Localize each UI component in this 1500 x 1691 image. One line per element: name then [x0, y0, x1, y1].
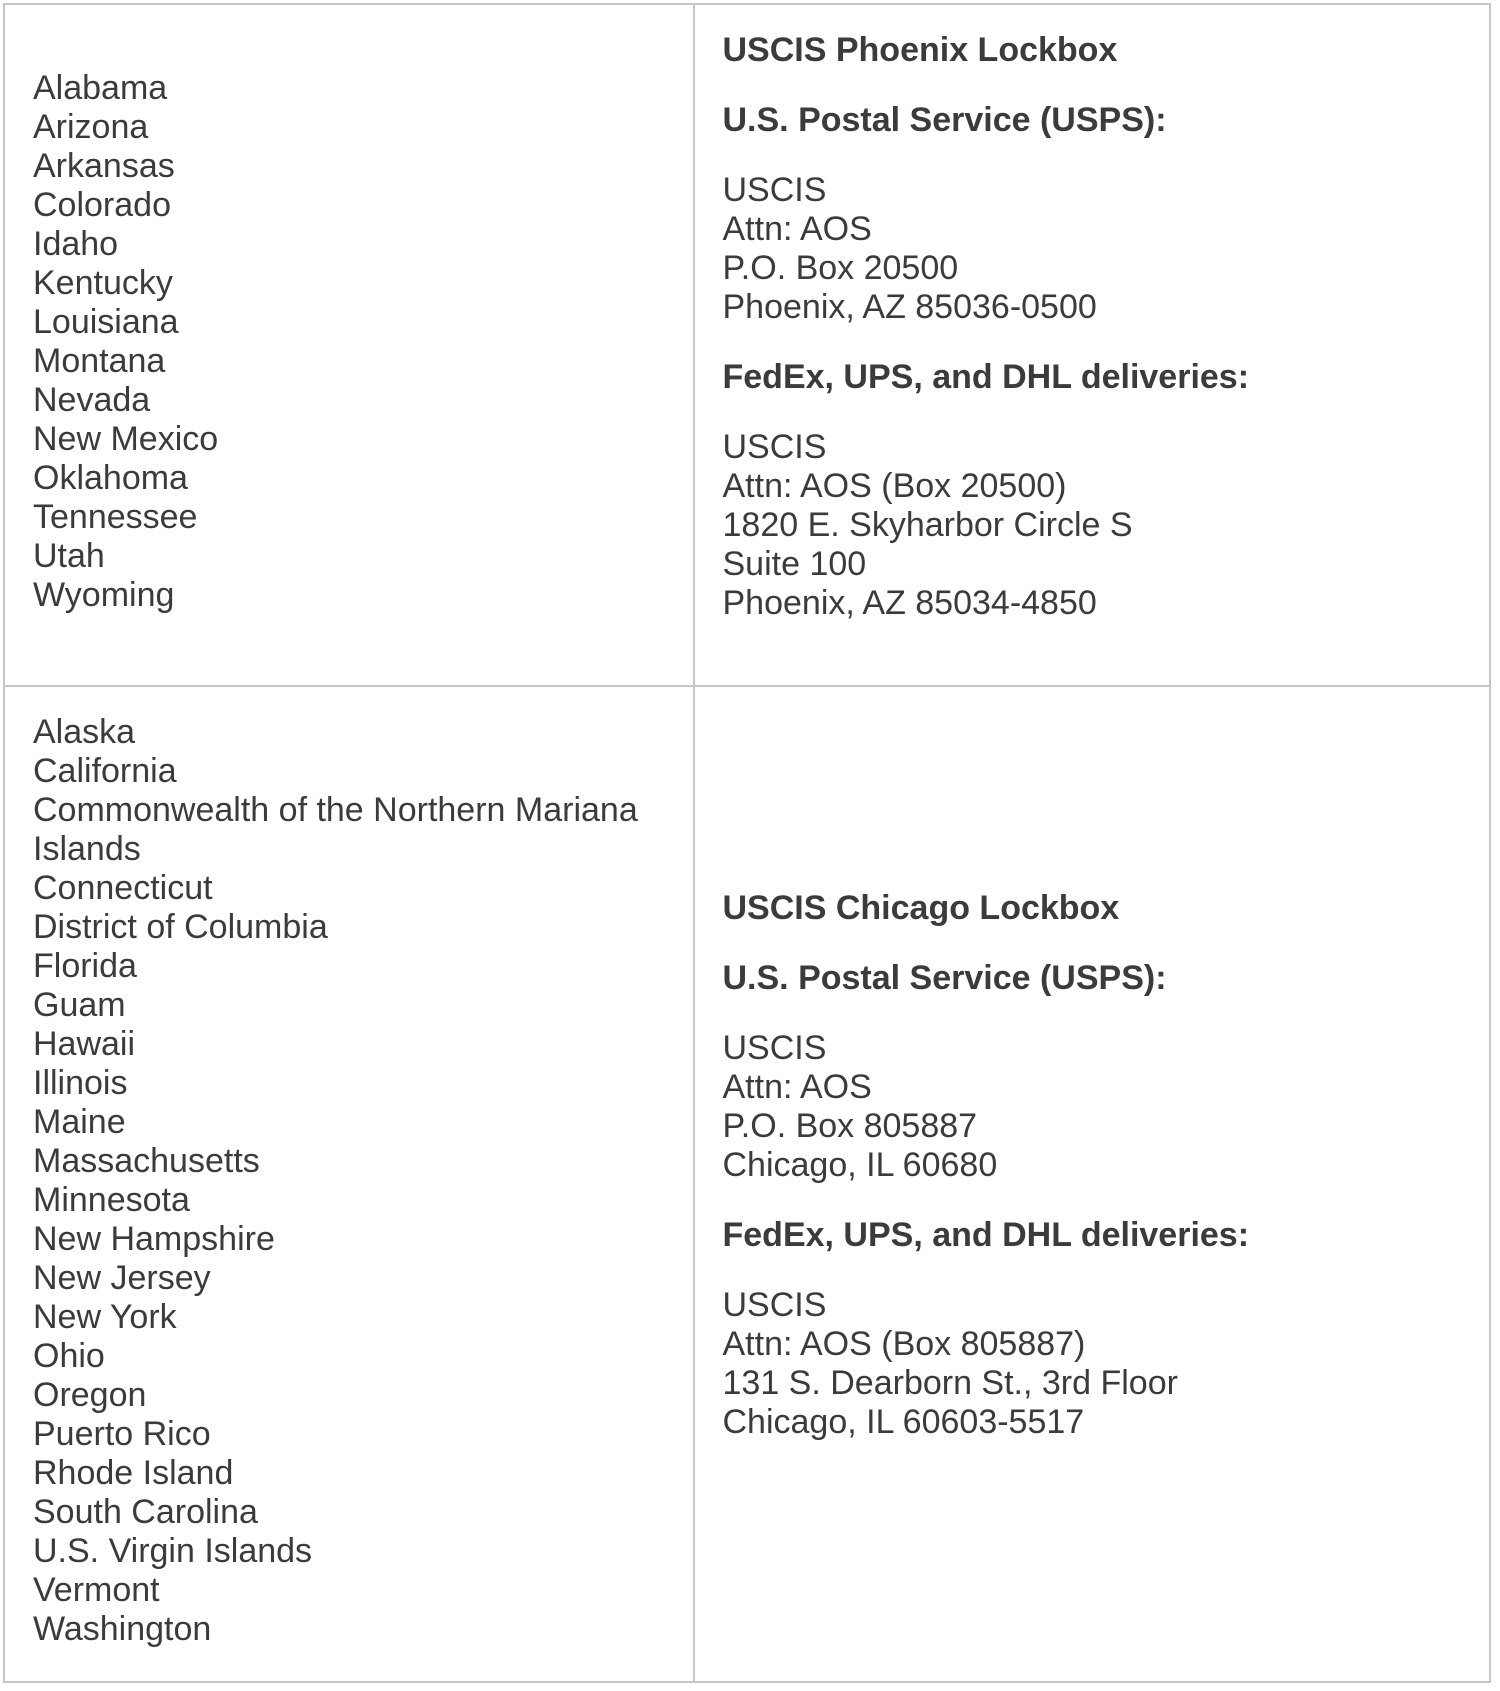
text-line: Phoenix, AZ 85034-4850: [722, 584, 1097, 622]
state-list-phoenix: [33, 69, 663, 615]
text-line: Alabama: [33, 69, 168, 107]
text-line: USCIS: [722, 1029, 827, 1067]
text-line: P.O. Box 20500: [722, 249, 959, 287]
text-line: Rhode Island: [33, 1454, 234, 1492]
text-line: New York: [33, 1298, 177, 1336]
text-line: Vermont: [33, 1571, 160, 1609]
states-cell-phoenix: [4, 4, 694, 686]
text-line: Chicago, IL 60603-5517: [722, 1403, 1085, 1441]
courier-heading: FedEx, UPS, and DHL deliveries:: [722, 358, 1250, 396]
usps-address: [723, 1029, 1460, 1185]
text-line: Oklahoma: [33, 459, 188, 497]
lockbox-cell-chicago: [694, 686, 1491, 1682]
text-line: Montana: [33, 342, 166, 380]
text-line: 131 S. Dearborn St., 3rd Floor: [722, 1364, 1178, 1402]
text-line: Attn: AOS (Box 805887): [722, 1325, 1086, 1363]
text-line: Attn: AOS (Box 20500): [722, 467, 1067, 505]
text-line: Attn: AOS: [722, 210, 872, 248]
courier-address: [723, 1286, 1460, 1442]
usps-heading: U.S. Postal Service (USPS):: [722, 959, 1167, 997]
lockbox-cell-phoenix: [694, 4, 1491, 686]
text-line: USCIS: [722, 1286, 827, 1324]
text-line: Tennessee: [33, 498, 198, 536]
text-line: District of Columbia: [33, 908, 328, 946]
text-line: South Carolina: [33, 1493, 258, 1531]
table-row-phoenix: [4, 4, 1490, 686]
text-line: Minnesota: [33, 1181, 190, 1219]
text-line: Utah: [33, 537, 105, 575]
text-line: Wyoming: [33, 576, 175, 614]
text-line: Alaska: [33, 713, 136, 751]
states-cell-chicago: [4, 686, 694, 1682]
courier-heading: FedEx, UPS, and DHL deliveries:: [722, 1216, 1250, 1254]
text-line: New Mexico: [33, 420, 219, 458]
text-line: Colorado: [33, 186, 171, 224]
text-line: USCIS: [722, 171, 827, 209]
text-line: Maine: [33, 1103, 126, 1141]
text-line: Massachusetts: [33, 1142, 260, 1180]
text-line: Washington: [33, 1610, 212, 1648]
text-line: Puerto Rico: [33, 1415, 211, 1453]
text-line: California: [33, 752, 177, 790]
usps-address: [723, 171, 1460, 327]
text-line: Attn: AOS: [722, 1068, 872, 1106]
usps-heading: U.S. Postal Service (USPS):: [722, 101, 1167, 139]
text-line: Florida: [33, 947, 137, 985]
text-line: Idaho: [33, 225, 119, 263]
text-line: 1820 E. Skyharbor Circle S: [722, 506, 1133, 544]
text-line: Kentucky: [33, 264, 173, 302]
text-line: New Hampshire: [33, 1220, 275, 1258]
text-line: USCIS: [722, 428, 827, 466]
text-line: P.O. Box 805887: [722, 1107, 978, 1145]
text-line: Phoenix, AZ 85036-0500: [722, 288, 1097, 326]
table-row-chicago: [4, 686, 1490, 1682]
text-line: Chicago, IL 60680: [722, 1146, 998, 1184]
text-line: U.S. Virgin Islands: [33, 1532, 313, 1570]
text-line: Commonwealth of the Northern Mariana Islands: [33, 791, 638, 868]
text-line: Arizona: [33, 108, 149, 146]
text-line: Nevada: [33, 381, 151, 419]
courier-address: [723, 428, 1460, 623]
text-line: Louisiana: [33, 303, 179, 341]
filing-address-table: [3, 3, 1491, 1683]
lockbox-title: USCIS Chicago Lockbox: [722, 889, 1120, 927]
text-line: Guam: [33, 986, 126, 1024]
text-line: Ohio: [33, 1337, 105, 1375]
text-line: Hawaii: [33, 1025, 136, 1063]
text-line: Suite 100: [722, 545, 867, 583]
state-list-chicago: [33, 713, 663, 1649]
text-line: Arkansas: [33, 147, 175, 185]
text-line: Oregon: [33, 1376, 147, 1414]
text-line: Illinois: [33, 1064, 128, 1102]
text-line: Connecticut: [33, 869, 213, 907]
text-line: New Jersey: [33, 1259, 211, 1297]
lockbox-title: USCIS Phoenix Lockbox: [722, 31, 1118, 69]
